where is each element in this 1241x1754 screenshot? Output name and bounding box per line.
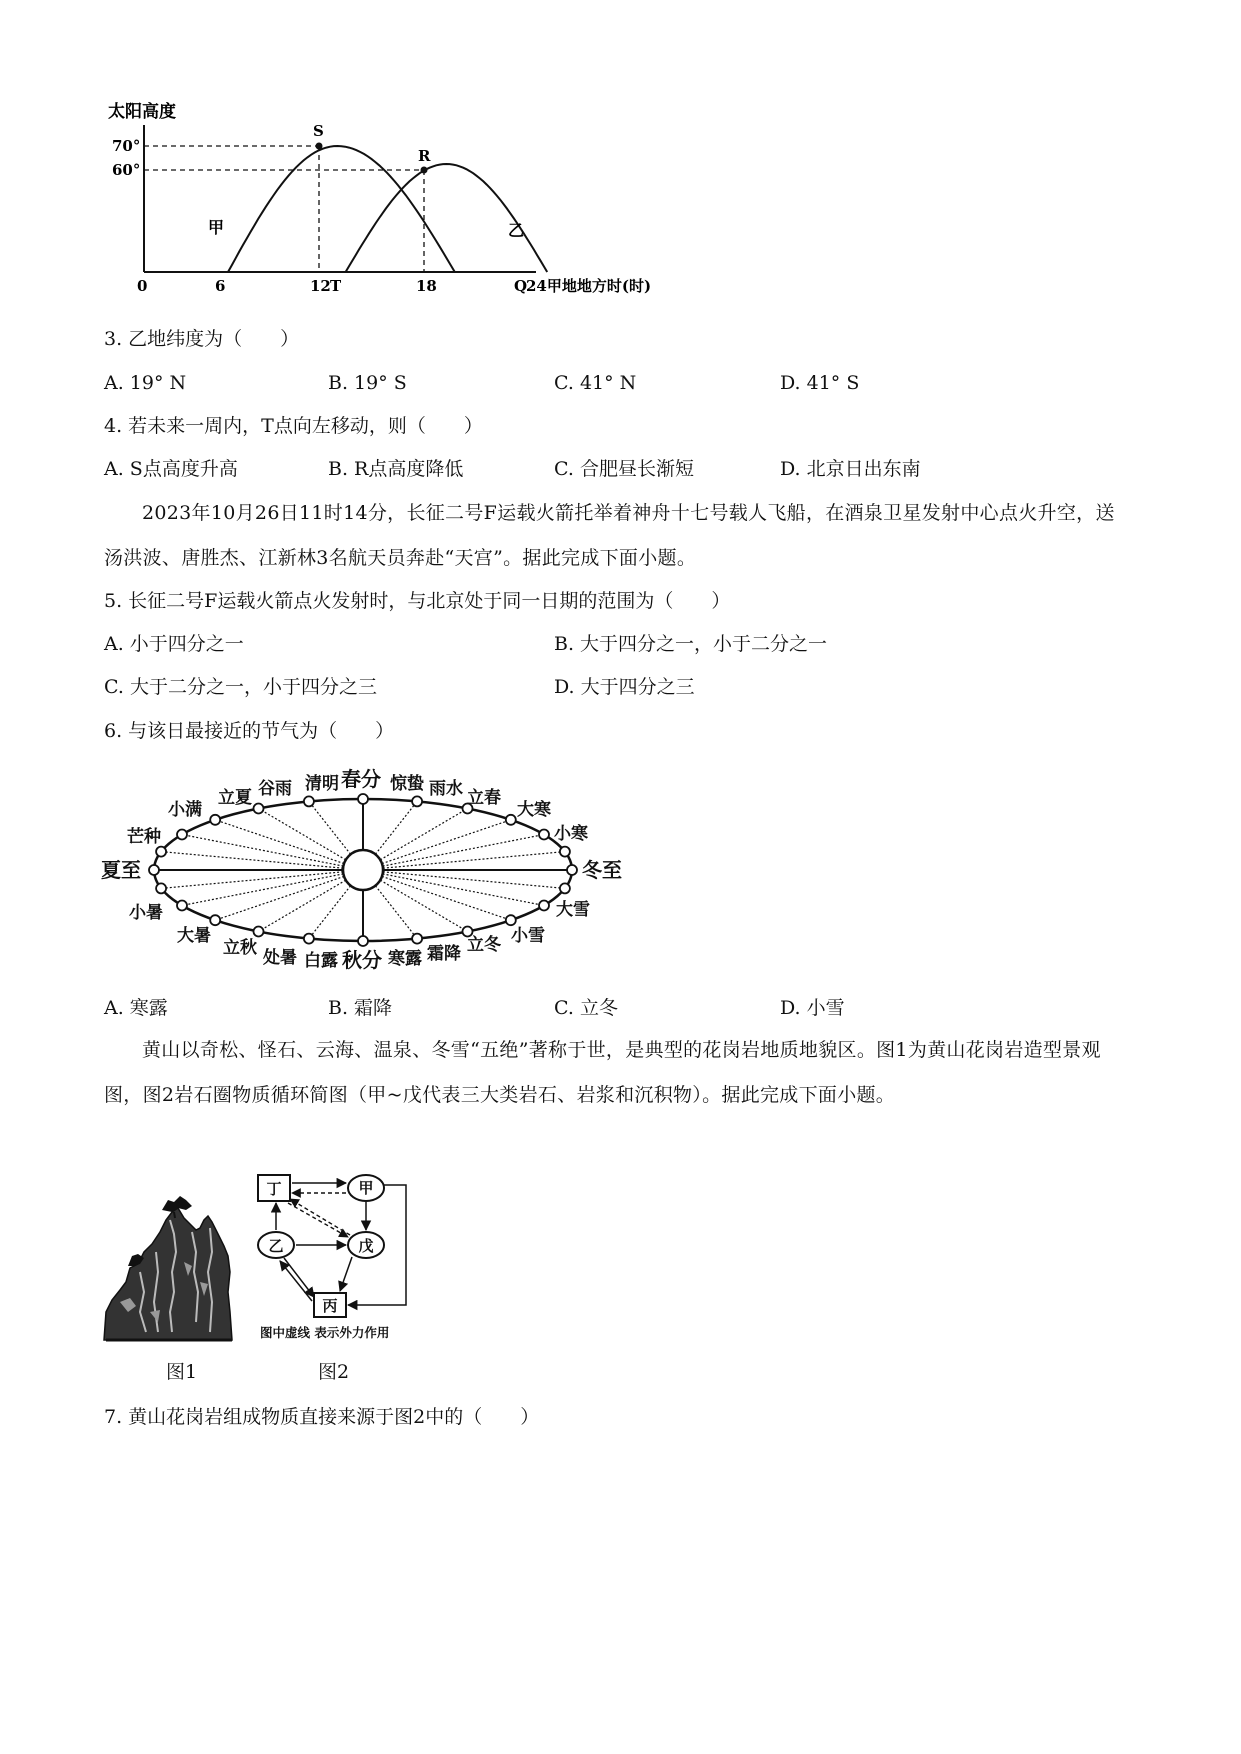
solar-term-node: [156, 847, 166, 857]
sun-altitude-chart: [100, 100, 700, 310]
solar-term-node: [177, 830, 187, 840]
term-guyu: 谷雨: [258, 779, 292, 799]
solar-term-node: [156, 883, 166, 893]
solar-term-node: [560, 883, 570, 893]
solar-term-node: [539, 901, 549, 911]
label-yi: 乙: [508, 221, 525, 240]
term-lixia: 立夏: [218, 788, 252, 808]
chart-x-axis-label: 24甲地地方时(时): [526, 277, 652, 295]
solar-term-node: [304, 796, 314, 806]
term-bailu: 白露: [304, 951, 338, 971]
term-jingzhe: 惊蛰: [390, 774, 424, 794]
q3-option-b[interactable]: B. 19° S: [328, 372, 407, 394]
q4-option-d[interactable]: D. 北京日出东南: [780, 458, 921, 480]
solar-term-node: [210, 815, 220, 825]
point-r: [421, 167, 428, 174]
solar-term-node: [412, 934, 422, 944]
solar-term-spoke: [363, 852, 565, 870]
term-mangzhong: 芒种: [127, 827, 161, 847]
term-xiaoman: 小满: [168, 800, 202, 820]
node-bing-label: 丙: [322, 1297, 338, 1315]
solar-term-spoke: [182, 870, 363, 906]
q4-option-a[interactable]: A. S点高度升高: [104, 458, 238, 480]
term-chunfen: 春分: [341, 767, 381, 791]
chart-y-axis-label: 太阳高度: [108, 102, 176, 122]
node-jia-label: 甲: [358, 1179, 374, 1197]
term-xiazhi: 夏至: [101, 858, 141, 882]
solar-term-node: [412, 796, 422, 806]
label-q: Q: [514, 277, 528, 295]
solar-term-node: [539, 830, 549, 840]
term-chushu: 处暑: [263, 948, 297, 968]
sun-circle: [343, 850, 383, 890]
q4-option-c[interactable]: C. 合肥昼长渐短: [554, 458, 694, 480]
q5-option-a[interactable]: A. 小于四分之一: [104, 633, 244, 655]
term-dashu: 大暑: [177, 926, 211, 946]
term-hanlu: 寒露: [388, 949, 422, 969]
solar-term-spoke: [363, 870, 544, 906]
term-qingming: 清明: [305, 774, 339, 794]
granite-landscape-image: [100, 1172, 236, 1344]
q3-stem: 3. 乙地纬度为（ ）: [104, 328, 300, 350]
figure-2-caption: 图2: [318, 1361, 350, 1383]
solar-term-node: [506, 815, 516, 825]
solar-terms-diagram: [98, 763, 628, 973]
solar-term-node: [560, 847, 570, 857]
chart-x-tick-18: 18: [416, 277, 437, 295]
solar-term-node: [177, 901, 187, 911]
passage-rocket-launch: 2023年10月26日11时14分，长征二号F运载火箭托举着神舟十七号载人飞船，在酒泉卫星发射中心点火升空，送汤洪波、唐胜杰、江新林3名航天员奔赴“天宫”。据此完成下面小题。: [104, 502, 1115, 569]
solar-term-spoke: [161, 870, 363, 888]
node-ding-label: 丁: [266, 1180, 282, 1198]
term-liqiu: 立秋: [223, 938, 257, 958]
q4-stem: 4. 若未来一周内，T点向左移动，则（ ）: [104, 415, 483, 437]
label-s: S: [313, 122, 324, 140]
term-daxue: 大雪: [556, 900, 590, 920]
q5-option-d[interactable]: D. 大于四分之三: [554, 676, 695, 698]
q5-option-c[interactable]: C. 大于二分之一，小于四分之三: [104, 676, 377, 698]
figure-1-caption: 图1: [166, 1361, 198, 1383]
solar-term-node: [254, 804, 264, 814]
q5-stem: 5. 长征二号F运载火箭点火发射时，与北京处于同一日期的范围为（ ）: [104, 590, 731, 612]
solar-term-spoke: [363, 835, 544, 871]
q3-option-d[interactable]: D. 41° S: [780, 372, 860, 394]
cycle-legend-note: 图中虚线 表示外力作用: [260, 1325, 390, 1340]
term-lichun: 立春: [467, 788, 501, 808]
label-t: T: [330, 277, 342, 295]
term-xiaohan: 小寒: [554, 824, 588, 844]
solar-term-node: [358, 794, 368, 804]
term-xiaoxue: 小雪: [511, 926, 545, 946]
point-s: [316, 143, 323, 150]
node-yi-label: 乙: [268, 1237, 284, 1255]
solar-term-spoke: [182, 835, 363, 871]
term-shuangjiang: 霜降: [427, 944, 461, 964]
series-yi-line: [346, 164, 548, 272]
solar-term-node: [506, 915, 516, 925]
term-dahan: 大寒: [517, 800, 551, 820]
term-lidong: 立冬: [467, 935, 501, 955]
solar-term-node: [210, 915, 220, 925]
chart-x-tick-12: 12: [310, 277, 331, 295]
q5-option-b[interactable]: B. 大于四分之一，小于二分之一: [554, 633, 828, 655]
q3-option-c[interactable]: C. 41° N: [554, 372, 637, 394]
q6-option-d[interactable]: D. 小雪: [780, 997, 845, 1019]
q7-stem: 7. 黄山花岗岩组成物质直接来源于图2中的（ ）: [104, 1406, 540, 1428]
solar-term-node: [567, 865, 577, 875]
q6-option-a[interactable]: A. 寒露: [104, 997, 168, 1019]
label-jia: 甲: [208, 218, 225, 237]
node-wu-label: 戊: [358, 1237, 374, 1255]
label-r: R: [418, 147, 431, 165]
solar-term-node: [358, 936, 368, 946]
term-yushui: 雨水: [429, 779, 463, 799]
q6-option-c[interactable]: C. 立冬: [554, 997, 618, 1019]
term-qiufen: 秋分: [342, 948, 382, 972]
chart-x-tick-6: 6: [215, 277, 226, 295]
chart-x-tick-0: 0: [137, 277, 148, 295]
rock-cycle-diagram: [250, 1165, 420, 1345]
chart-y-tick-60: 60°: [112, 161, 141, 179]
q3-option-a[interactable]: A. 19° N: [104, 372, 187, 394]
q6-stem: 6. 与该日最接近的节气为（ ）: [104, 720, 395, 742]
chart-y-tick-70: 70°: [112, 137, 141, 155]
solar-term-node: [304, 934, 314, 944]
term-dongzhi: 冬至: [582, 858, 622, 882]
q6-option-b[interactable]: B. 霜降: [328, 997, 393, 1019]
solar-term-spoke: [363, 870, 565, 888]
term-xiaoshu: 小暑: [129, 903, 163, 923]
q4-option-b[interactable]: B. R点高度降低: [328, 458, 464, 480]
solar-term-spoke: [161, 852, 363, 870]
passage-huangshan: 黄山以奇松、怪石、云海、温泉、冬雪“五绝”著称于世，是典型的花岗岩地质地貌区。图1为黄山花岗岩造型景观图，图2岩石圈物质循环简图（甲~戊代表三大类岩石、岩浆和沉积物）。据此完成下面小题。: [104, 1039, 1101, 1106]
solar-term-node: [254, 927, 264, 937]
solar-term-node: [149, 865, 159, 875]
